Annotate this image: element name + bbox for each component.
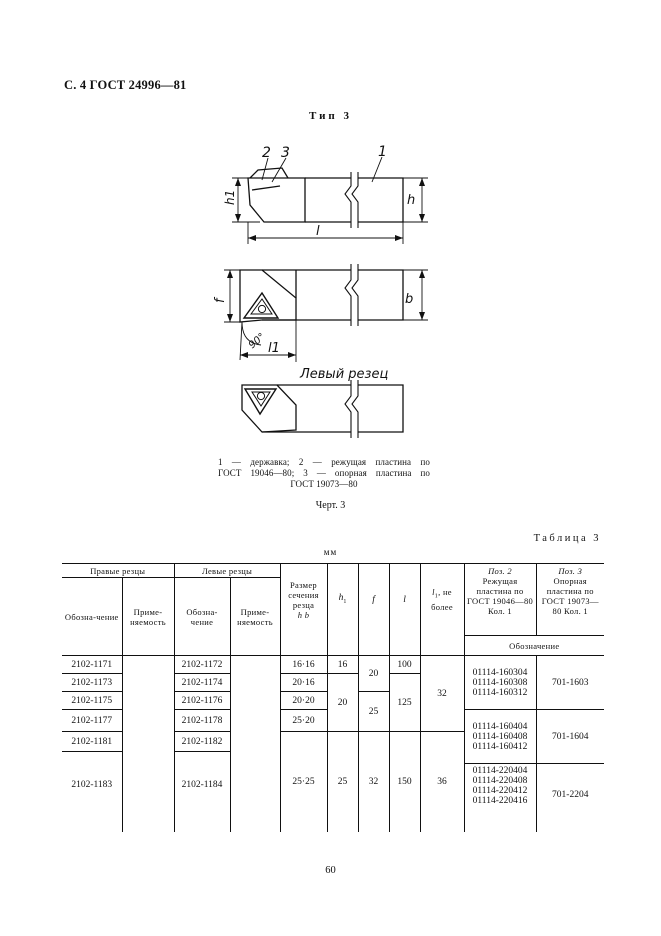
header-pos3 xyxy=(536,564,604,636)
header-left-designation: Обозна-чение xyxy=(174,578,230,656)
header-left-applicability: Приме-няемость xyxy=(230,578,280,656)
dim-l1: l1 xyxy=(268,341,280,356)
row2-size: 20·16 xyxy=(280,674,327,692)
row5-left: 2102-1182 xyxy=(174,732,230,752)
l-125: 125 xyxy=(389,674,420,732)
row4-right: 2102-1177 xyxy=(62,710,122,732)
header-section-hb: h b xyxy=(297,609,310,620)
header-l1-sub: 1 xyxy=(434,594,439,601)
h1-25: 25 xyxy=(327,732,358,832)
callout-1: 1 xyxy=(378,144,387,160)
dim-l: l xyxy=(316,224,320,239)
row2-left: 2102-1174 xyxy=(174,674,230,692)
insert-220408: 01114-220408 xyxy=(472,776,528,786)
page-number: 60 xyxy=(325,865,336,876)
header-f xyxy=(358,564,389,636)
type-label: Тип 3 xyxy=(309,110,352,122)
header-f-letter: f xyxy=(372,594,375,605)
header-section-size xyxy=(280,564,327,636)
inserts-group2 xyxy=(464,710,536,764)
legend-line-3: ГОСТ 19073—80 xyxy=(290,479,358,489)
figure-caption: Черт. 3 xyxy=(315,500,346,511)
insert-160312: 01114-160312 xyxy=(472,687,528,698)
specification-table xyxy=(62,563,604,832)
header-left-cutters: Левые резцы xyxy=(174,564,280,578)
dim-h: h xyxy=(407,193,416,208)
header-pos2-desc: Режущая пластина по ГОСТ 19046—80 Кол. 1 xyxy=(466,576,534,616)
l-100: 100 xyxy=(389,656,420,674)
support-group2: 701-1604 xyxy=(536,710,604,764)
insert-220404: 01114-220404 xyxy=(472,766,528,776)
header-l1 xyxy=(420,564,464,636)
l-150: 150 xyxy=(389,732,420,832)
header-right-designation: Обозна-чение xyxy=(62,578,122,656)
row4-size: 25·20 xyxy=(280,710,327,732)
header-l1-letter: l xyxy=(432,587,435,598)
legend-line-1: 1 — державка; 2 — режущая пластина по xyxy=(218,457,430,467)
insert-220416: 01114-220416 xyxy=(472,796,528,806)
size-25x25: 25·25 xyxy=(280,732,327,832)
header-l xyxy=(389,564,420,636)
legend-line-2: ГОСТ 19046—80; 3 — опорная пластина по xyxy=(218,468,430,478)
header-l1-note: , не более xyxy=(431,587,453,613)
dim-h1: h1 xyxy=(223,189,237,205)
insert-160404: 01114-160404 xyxy=(472,721,528,732)
left-cutter-label: Левый резец xyxy=(300,367,389,382)
header-designation-common: Обозначение xyxy=(464,636,604,656)
row6-left: 2102-1184 xyxy=(174,764,230,832)
header-h1 xyxy=(327,564,358,636)
header-h1-letter: h xyxy=(338,592,344,603)
inserts-group3 xyxy=(464,764,536,832)
left-cutter-view xyxy=(242,380,403,438)
row1-left: 2102-1172 xyxy=(174,656,230,674)
dim-b: b xyxy=(405,292,414,307)
support-group1: 701-1603 xyxy=(536,656,604,710)
insert-160408: 01114-160408 xyxy=(472,731,528,742)
header-l-letter: l xyxy=(403,594,406,605)
header-pos3-desc: Опорная пластина по ГОСТ 19073—80 Кол. 1 xyxy=(541,576,599,616)
dim-f: f xyxy=(213,298,228,303)
callout-2: 2 xyxy=(262,145,271,161)
row5-right: 2102-1181 xyxy=(62,732,122,752)
header-h1-sub: 1 xyxy=(343,598,347,605)
row3-left: 2102-1176 xyxy=(174,692,230,710)
l1-36: 36 xyxy=(420,732,464,832)
row4-left: 2102-1178 xyxy=(174,710,230,732)
row6-right: 2102-1183 xyxy=(62,764,122,832)
f-32: 32 xyxy=(358,732,389,832)
row3-right: 2102-1175 xyxy=(62,692,122,710)
h1-20: 20 xyxy=(327,674,358,732)
callout-3: 3 xyxy=(281,145,290,161)
f-20: 20 xyxy=(358,656,389,692)
insert-160308: 01114-160308 xyxy=(472,677,528,688)
support-group3: 701-2204 xyxy=(552,790,589,800)
side-view xyxy=(232,157,428,244)
header-right-cutters: Правые резцы xyxy=(62,564,174,578)
l1-32: 32 xyxy=(420,656,464,732)
f-25: 25 xyxy=(358,692,389,732)
header-right-applicability: Приме-няемость xyxy=(122,578,174,656)
inserts-group1 xyxy=(464,656,536,710)
page-header: С. 4 ГОСТ 24996—81 xyxy=(64,78,187,92)
row1-right: 2102-1171 xyxy=(62,656,122,674)
row3-size: 20·20 xyxy=(280,692,327,710)
table-units: мм xyxy=(323,547,338,557)
insert-220412: 01114-220412 xyxy=(472,786,528,796)
row1-h1: 16 xyxy=(327,656,358,674)
header-pos2 xyxy=(464,564,536,636)
insert-160304: 01114-160304 xyxy=(472,667,528,678)
row2-right: 2102-1173 xyxy=(62,674,122,692)
row1-size: 16·16 xyxy=(280,656,327,674)
figure-legend xyxy=(218,457,430,490)
header-section-size-label: Размер сечения резца xyxy=(288,579,319,610)
dim-angle: 90° xyxy=(246,331,268,352)
table-caption: Таблица 3 xyxy=(533,533,601,544)
header-pos2-title: Поз. 2 xyxy=(488,566,512,576)
insert-160412: 01114-160412 xyxy=(472,741,528,752)
header-pos3-title: Поз. 3 xyxy=(558,566,583,576)
